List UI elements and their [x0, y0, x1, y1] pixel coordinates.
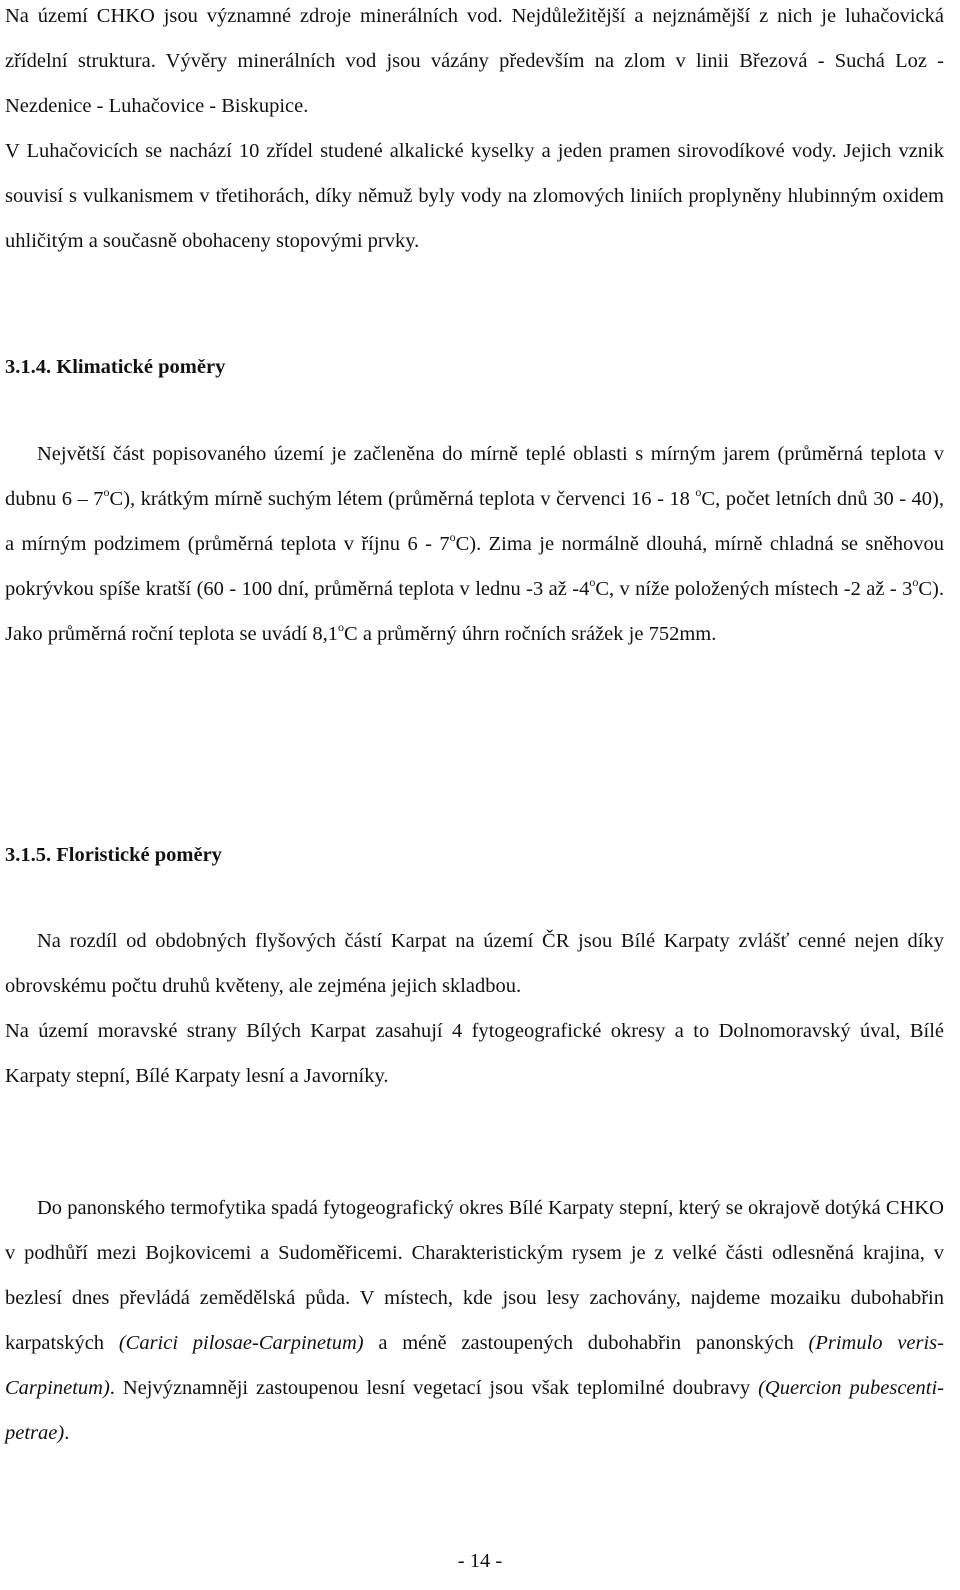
climate-text-1: Největší část popisovaného území je začleněna do mírně teplé oblasti s mírným jarem (průměrná teplota v dubnu 6 – 7	[5, 443, 944, 510]
latin-name-quercion: (Quercion pubescenti-petrae)	[5, 1377, 945, 1444]
paragraph-flora	[5, 919, 944, 1099]
pannonian-text-3: . Nejvýznamněji zastoupenou lesní vegetací jsou však teplomilné doubravy	[109, 1377, 759, 1399]
flora-text-1: Na rozdíl od obdobných flyšových částí Karpat na území ČR jsou Bílé Karpaty zvlášť cenné nejen díky obrovskému počtu druhů květeny, ale zejména jejich skladbou.	[5, 930, 944, 997]
climate-text-7: C a průměrný úhrn ročních srážek je 752mm.	[344, 623, 717, 645]
paragraph-climate	[5, 432, 944, 657]
pannonian-text-2: a méně zastoupených dubohabřin panonských	[363, 1332, 809, 1354]
degree-sign: o	[449, 530, 456, 544]
latin-name-primulo: (Primulo veris-Carpinetum)	[5, 1332, 944, 1399]
climate-text-4: C). Zima je normálně dlouhá, mírně chladná se sněhovou pokrývkou spíše kratší (60 - 100 dní, průměrná teplota v lednu -3 až -4	[5, 533, 945, 600]
degree-sign: o	[338, 620, 345, 634]
mineral-waters-text: Na území CHKO jsou významné zdroje minerálních vod. Nejdůležitější a nejznámější z nich je luhačovická zřídelní struktura. Vývěry minerálních vod jsou vázány především na zlom v linii Březová - Suchá Loz - Nezdenice - Luhačovice - Biskupice.	[5, 5, 944, 117]
degree-sign: o	[912, 575, 919, 589]
pannonian-text-1: Do panonského termofytika spadá fytogeografický okres Bílé Karpaty stepní, který se okrajově dotýká CHKO v podhůří mezi Bojkovicemi a Sudoměřicemi. Charakteristickým rysem je z velké části odlesněná krajina, v bezlesí dnes převládá zemědělská půda. V místech, kde jsou lesy zachovány, najdeme mozaiku dubohabřin karpatských	[5, 1197, 944, 1354]
luhacovice-springs-text: V Luhačovicích se nachází 10 zřídel studené alkalické kyselky a jeden pramen sirovodíkové vody. Jejich vznik souvisí s vulkanismem v třetihorách, díky němuž byly vody na zlomových liniích proplyněny hlubinným oxidem uhličitým a současně obohaceny stopovými prvky.	[5, 140, 944, 252]
climate-text-2: C), krátkým mírně suchým létem (průměrná teplota v červenci 16 - 18	[109, 488, 696, 510]
pannonian-text-4: .	[64, 1422, 70, 1444]
paragraph-pannonian-thermophyticum	[5, 1186, 944, 1456]
climate-text-3: C, počet letních dnů 30 - 40), a mírným podzimem (průměrná teplota v říjnu 6 - 7	[5, 488, 945, 555]
section-heading-flora: 3.1.5. Floristické poměry	[5, 844, 222, 866]
section-heading-climate: 3.1.4. Klimatické poměry	[5, 356, 226, 378]
flora-text-2: Na území moravské strany Bílých Karpat zasahují 4 fytogeografické okresy a to Dolnomoravský úval, Bílé Karpaty stepní, Bílé Karpaty lesní a Javorníky.	[5, 1020, 944, 1087]
page-number: - 14 -	[457, 1550, 503, 1572]
degree-sign: o	[695, 485, 702, 499]
latin-name-carici: (Carici pilosae-Carpinetum)	[118, 1332, 364, 1354]
climate-text-6: C). Jako průměrná roční teplota se uvádí 8,1	[5, 578, 944, 645]
climate-text-5: C, v níže položených místech -2 až - 3	[595, 578, 913, 600]
degree-sign: o	[589, 575, 596, 589]
paragraph-mineral-waters	[5, 0, 944, 264]
degree-sign: o	[103, 485, 110, 499]
